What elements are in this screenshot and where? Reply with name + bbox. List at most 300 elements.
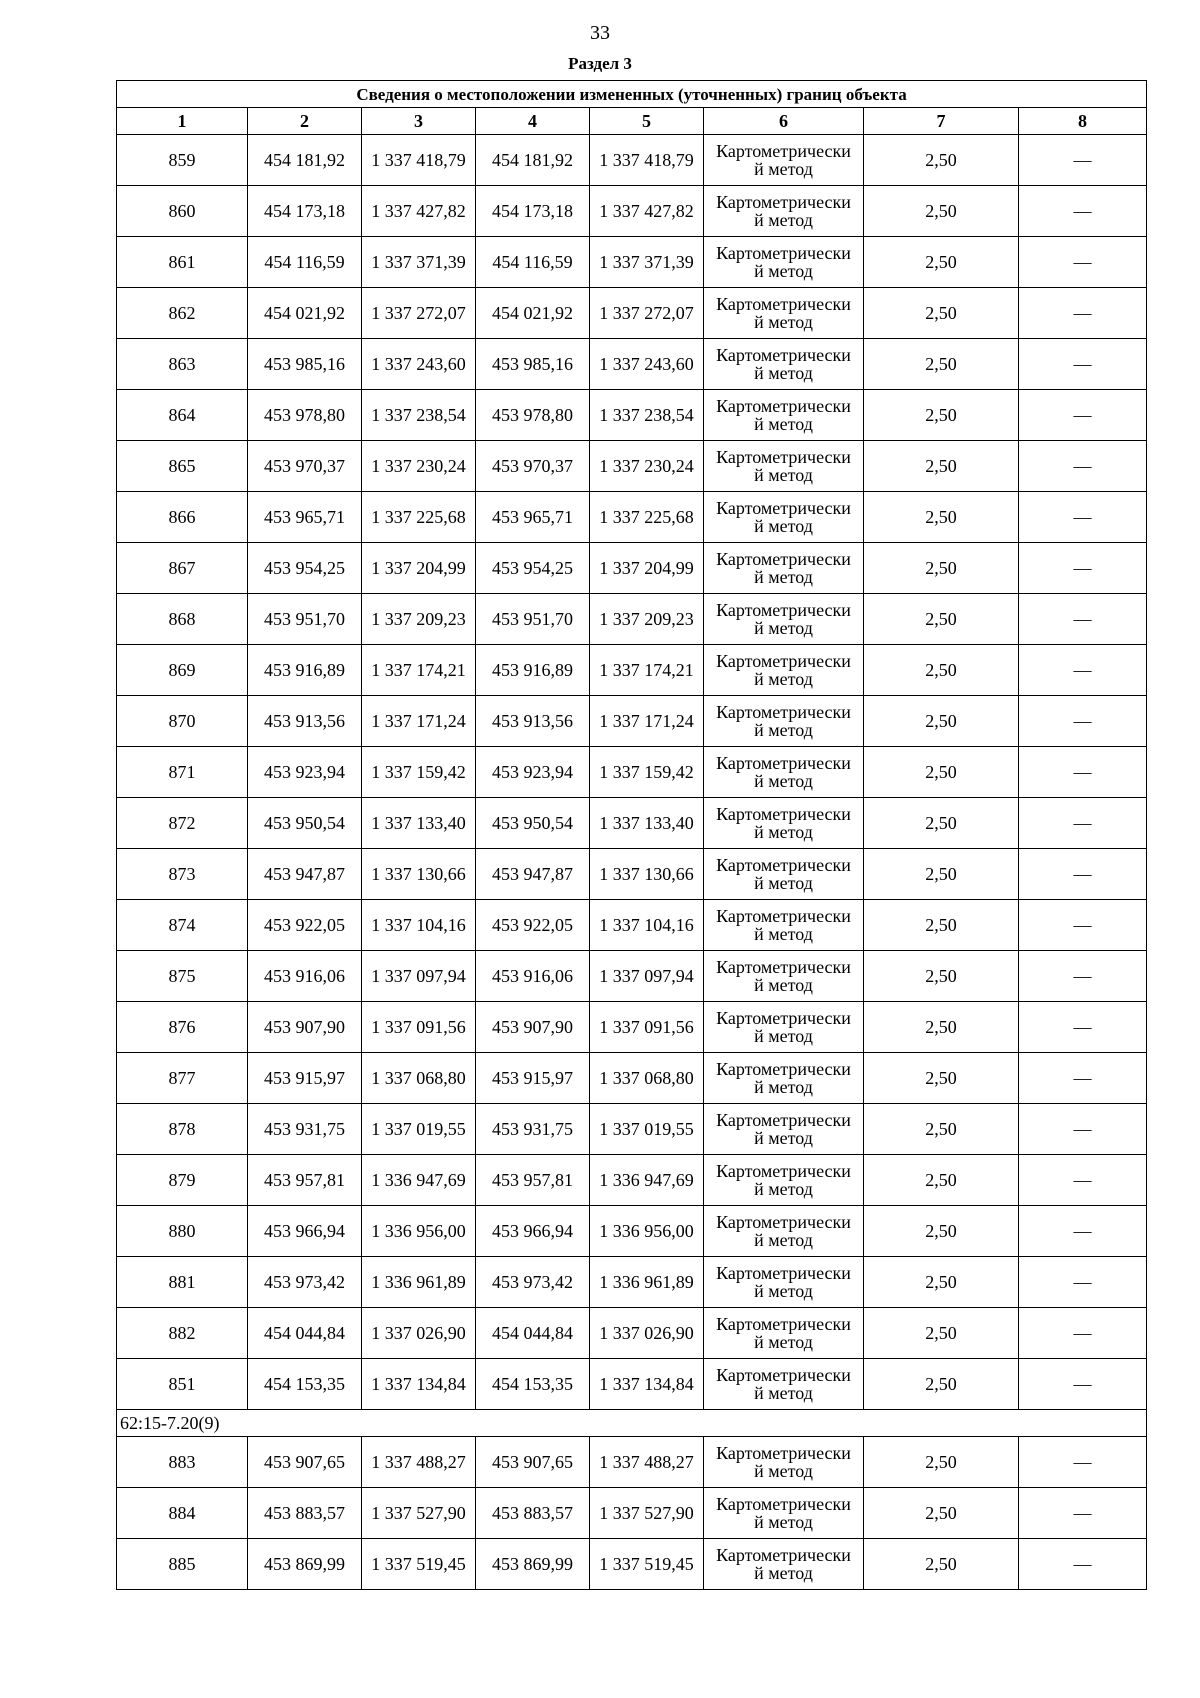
x-old-cell: 453 966,94 <box>248 1206 362 1257</box>
x-new-cell: 453 965,71 <box>476 492 590 543</box>
method-cell <box>704 696 864 747</box>
x-old-cell: 454 116,59 <box>248 237 362 288</box>
table-row <box>117 1206 1147 1257</box>
y-new-cell: 1 337 488,27 <box>590 1437 704 1488</box>
y-old-cell: 1 337 133,40 <box>362 798 476 849</box>
note-cell: — <box>1019 1002 1147 1053</box>
column-header: 4 <box>476 108 590 135</box>
method-cell <box>704 135 864 186</box>
x-old-cell: 453 951,70 <box>248 594 362 645</box>
x-old-cell: 453 923,94 <box>248 747 362 798</box>
method-text-line2: й метод <box>754 924 813 944</box>
table-row <box>117 1539 1147 1590</box>
method-cell <box>704 492 864 543</box>
method-cell <box>704 186 864 237</box>
method-text-line2: й метод <box>754 567 813 587</box>
method-cell <box>704 1155 864 1206</box>
method-cell <box>704 390 864 441</box>
method-text-line1: Картометрически <box>716 498 851 518</box>
table-row <box>117 1488 1147 1539</box>
table-row <box>117 1002 1147 1053</box>
note-cell: — <box>1019 492 1147 543</box>
accuracy-cell: 2,50 <box>864 135 1019 186</box>
y-new-cell: 1 337 026,90 <box>590 1308 704 1359</box>
method-cell <box>704 237 864 288</box>
accuracy-cell: 2,50 <box>864 1308 1019 1359</box>
x-old-cell: 453 869,99 <box>248 1539 362 1590</box>
note-cell: — <box>1019 900 1147 951</box>
method-text-line2: й метод <box>754 720 813 740</box>
point-number-cell: 866 <box>117 492 248 543</box>
x-old-cell: 453 950,54 <box>248 798 362 849</box>
table-row <box>117 594 1147 645</box>
y-old-cell: 1 337 519,45 <box>362 1539 476 1590</box>
accuracy-cell: 2,50 <box>864 951 1019 1002</box>
y-old-cell: 1 337 097,94 <box>362 951 476 1002</box>
table-row <box>117 441 1147 492</box>
method-cell <box>704 1053 864 1104</box>
y-new-cell: 1 337 019,55 <box>590 1104 704 1155</box>
accuracy-cell: 2,50 <box>864 594 1019 645</box>
point-number-cell: 878 <box>117 1104 248 1155</box>
point-number-cell: 868 <box>117 594 248 645</box>
y-new-cell: 1 337 418,79 <box>590 135 704 186</box>
y-new-cell: 1 337 238,54 <box>590 390 704 441</box>
table-row <box>117 186 1147 237</box>
point-number-cell: 885 <box>117 1539 248 1590</box>
note-cell: — <box>1019 849 1147 900</box>
accuracy-cell: 2,50 <box>864 645 1019 696</box>
x-new-cell: 453 869,99 <box>476 1539 590 1590</box>
x-old-cell: 453 973,42 <box>248 1257 362 1308</box>
method-text-line1: Картометрически <box>716 1545 851 1565</box>
x-new-cell: 453 951,70 <box>476 594 590 645</box>
x-old-cell: 453 907,90 <box>248 1002 362 1053</box>
point-number-cell: 872 <box>117 798 248 849</box>
method-text-line2: й метод <box>754 414 813 434</box>
note-cell: — <box>1019 1488 1147 1539</box>
x-old-cell: 453 883,57 <box>248 1488 362 1539</box>
method-text-line1: Картометрически <box>716 1008 851 1028</box>
y-new-cell: 1 337 519,45 <box>590 1539 704 1590</box>
note-cell: — <box>1019 441 1147 492</box>
note-cell: — <box>1019 1437 1147 1488</box>
table-row <box>117 543 1147 594</box>
y-new-cell: 1 337 527,90 <box>590 1488 704 1539</box>
method-cell <box>704 900 864 951</box>
method-text-line2: й метод <box>754 1281 813 1301</box>
table-header-row <box>117 108 1147 135</box>
column-header: 1 <box>117 108 248 135</box>
x-new-cell: 453 985,16 <box>476 339 590 390</box>
x-old-cell: 453 957,81 <box>248 1155 362 1206</box>
y-old-cell: 1 336 956,00 <box>362 1206 476 1257</box>
table-row <box>117 339 1147 390</box>
method-text-line1: Картометрически <box>716 1110 851 1130</box>
y-old-cell: 1 337 427,82 <box>362 186 476 237</box>
table-row <box>117 390 1147 441</box>
method-text-line1: Картометрически <box>716 1059 851 1079</box>
x-old-cell: 453 985,16 <box>248 339 362 390</box>
y-old-cell: 1 337 209,23 <box>362 594 476 645</box>
y-new-cell: 1 337 130,66 <box>590 849 704 900</box>
y-new-cell: 1 337 174,21 <box>590 645 704 696</box>
table-row <box>117 951 1147 1002</box>
point-number-cell: 881 <box>117 1257 248 1308</box>
accuracy-cell: 2,50 <box>864 696 1019 747</box>
y-new-cell: 1 336 961,89 <box>590 1257 704 1308</box>
y-new-cell: 1 337 272,07 <box>590 288 704 339</box>
method-text-line2: й метод <box>754 822 813 842</box>
method-text-line2: й метод <box>754 1563 813 1583</box>
note-cell: — <box>1019 747 1147 798</box>
x-new-cell: 453 916,89 <box>476 645 590 696</box>
accuracy-cell: 2,50 <box>864 288 1019 339</box>
method-cell <box>704 798 864 849</box>
x-new-cell: 453 907,90 <box>476 1002 590 1053</box>
point-number-cell: 869 <box>117 645 248 696</box>
method-text-line2: й метод <box>754 1461 813 1481</box>
x-new-cell: 453 970,37 <box>476 441 590 492</box>
method-text-line1: Картометрически <box>716 753 851 773</box>
table-row <box>117 1359 1147 1410</box>
x-old-cell: 454 153,35 <box>248 1359 362 1410</box>
accuracy-cell: 2,50 <box>864 1437 1019 1488</box>
x-new-cell: 453 931,75 <box>476 1104 590 1155</box>
accuracy-cell: 2,50 <box>864 849 1019 900</box>
y-old-cell: 1 337 204,99 <box>362 543 476 594</box>
x-new-cell: 453 954,25 <box>476 543 590 594</box>
x-new-cell: 454 181,92 <box>476 135 590 186</box>
x-old-cell: 453 970,37 <box>248 441 362 492</box>
y-new-cell: 1 337 104,16 <box>590 900 704 951</box>
x-old-cell: 454 181,92 <box>248 135 362 186</box>
x-old-cell: 453 913,56 <box>248 696 362 747</box>
note-cell: — <box>1019 1053 1147 1104</box>
accuracy-cell: 2,50 <box>864 747 1019 798</box>
y-new-cell: 1 337 097,94 <box>590 951 704 1002</box>
x-old-cell: 454 021,92 <box>248 288 362 339</box>
y-old-cell: 1 337 272,07 <box>362 288 476 339</box>
accuracy-cell: 2,50 <box>864 1002 1019 1053</box>
method-cell <box>704 1104 864 1155</box>
method-text-line1: Картометрически <box>716 1212 851 1232</box>
table-row <box>117 798 1147 849</box>
y-new-cell: 1 336 956,00 <box>590 1206 704 1257</box>
table-row <box>117 849 1147 900</box>
point-number-cell: 882 <box>117 1308 248 1359</box>
note-cell: — <box>1019 135 1147 186</box>
method-text-line2: й метод <box>754 771 813 791</box>
table-row <box>117 747 1147 798</box>
method-cell <box>704 1206 864 1257</box>
x-new-cell: 453 950,54 <box>476 798 590 849</box>
method-cell <box>704 1488 864 1539</box>
y-new-cell: 1 337 225,68 <box>590 492 704 543</box>
method-text-line1: Картометрически <box>716 804 851 824</box>
method-text-line1: Картометрически <box>716 1494 851 1514</box>
table-row <box>117 237 1147 288</box>
point-number-cell: 851 <box>117 1359 248 1410</box>
x-old-cell: 453 907,65 <box>248 1437 362 1488</box>
group-label: 62:15-7.20(9) <box>117 1410 1147 1437</box>
point-number-cell: 883 <box>117 1437 248 1488</box>
method-text-line1: Картометрически <box>716 549 851 569</box>
method-text-line1: Картометрически <box>716 651 851 671</box>
method-text-line2: й метод <box>754 1383 813 1403</box>
method-cell <box>704 849 864 900</box>
y-old-cell: 1 337 068,80 <box>362 1053 476 1104</box>
x-old-cell: 453 916,89 <box>248 645 362 696</box>
method-cell <box>704 1002 864 1053</box>
note-cell: — <box>1019 1539 1147 1590</box>
method-text-line2: й метод <box>754 1128 813 1148</box>
note-cell: — <box>1019 798 1147 849</box>
point-number-cell: 861 <box>117 237 248 288</box>
note-cell: — <box>1019 1104 1147 1155</box>
method-text-line2: й метод <box>754 618 813 638</box>
table-row <box>117 1308 1147 1359</box>
note-cell: — <box>1019 1257 1147 1308</box>
y-old-cell: 1 337 026,90 <box>362 1308 476 1359</box>
method-text-line1: Картометрически <box>716 447 851 467</box>
point-number-cell: 884 <box>117 1488 248 1539</box>
note-cell: — <box>1019 951 1147 1002</box>
accuracy-cell: 2,50 <box>864 1539 1019 1590</box>
accuracy-cell: 2,50 <box>864 1104 1019 1155</box>
note-cell: — <box>1019 390 1147 441</box>
method-text-line1: Картометрически <box>716 957 851 977</box>
note-cell: — <box>1019 1206 1147 1257</box>
method-text-line2: й метод <box>754 1179 813 1199</box>
column-header: 7 <box>864 108 1019 135</box>
accuracy-cell: 2,50 <box>864 543 1019 594</box>
y-old-cell: 1 337 418,79 <box>362 135 476 186</box>
method-text-line1: Картометрически <box>716 396 851 416</box>
x-new-cell: 453 915,97 <box>476 1053 590 1104</box>
method-text-line1: Картометрически <box>716 345 851 365</box>
x-old-cell: 453 965,71 <box>248 492 362 543</box>
accuracy-cell: 2,50 <box>864 900 1019 951</box>
x-new-cell: 453 883,57 <box>476 1488 590 1539</box>
method-text-line2: й метод <box>754 363 813 383</box>
method-text-line2: й метод <box>754 1512 813 1532</box>
note-cell: — <box>1019 237 1147 288</box>
column-header: 5 <box>590 108 704 135</box>
x-old-cell: 453 916,06 <box>248 951 362 1002</box>
x-new-cell: 454 153,35 <box>476 1359 590 1410</box>
y-new-cell: 1 337 427,82 <box>590 186 704 237</box>
method-text-line1: Картометрически <box>716 1365 851 1385</box>
x-new-cell: 453 973,42 <box>476 1257 590 1308</box>
table-caption: Сведения о местоположении измененных (уточненных) границ объекта <box>117 81 1147 108</box>
y-old-cell: 1 337 243,60 <box>362 339 476 390</box>
method-text-line1: Картометрически <box>716 702 851 722</box>
y-old-cell: 1 337 019,55 <box>362 1104 476 1155</box>
method-cell <box>704 288 864 339</box>
y-old-cell: 1 337 091,56 <box>362 1002 476 1053</box>
y-old-cell: 1 337 104,16 <box>362 900 476 951</box>
group-label-row <box>117 1410 1147 1437</box>
point-number-cell: 873 <box>117 849 248 900</box>
y-old-cell: 1 336 961,89 <box>362 1257 476 1308</box>
table-row <box>117 1104 1147 1155</box>
table-row <box>117 1257 1147 1308</box>
x-new-cell: 454 116,59 <box>476 237 590 288</box>
x-new-cell: 453 922,05 <box>476 900 590 951</box>
y-new-cell: 1 337 371,39 <box>590 237 704 288</box>
y-old-cell: 1 337 371,39 <box>362 237 476 288</box>
point-number-cell: 864 <box>117 390 248 441</box>
method-text-line2: й метод <box>754 669 813 689</box>
point-number-cell: 875 <box>117 951 248 1002</box>
point-number-cell: 877 <box>117 1053 248 1104</box>
y-old-cell: 1 337 527,90 <box>362 1488 476 1539</box>
y-old-cell: 1 337 238,54 <box>362 390 476 441</box>
y-old-cell: 1 337 488,27 <box>362 1437 476 1488</box>
accuracy-cell: 2,50 <box>864 1257 1019 1308</box>
method-text-line2: й метод <box>754 873 813 893</box>
y-new-cell: 1 337 209,23 <box>590 594 704 645</box>
point-number-cell: 865 <box>117 441 248 492</box>
y-old-cell: 1 337 171,24 <box>362 696 476 747</box>
method-cell <box>704 594 864 645</box>
y-new-cell: 1 337 204,99 <box>590 543 704 594</box>
x-new-cell: 453 916,06 <box>476 951 590 1002</box>
note-cell: — <box>1019 288 1147 339</box>
point-number-cell: 874 <box>117 900 248 951</box>
y-new-cell: 1 336 947,69 <box>590 1155 704 1206</box>
table-row <box>117 135 1147 186</box>
method-cell <box>704 1437 864 1488</box>
x-new-cell: 453 978,80 <box>476 390 590 441</box>
column-header: 8 <box>1019 108 1147 135</box>
method-text-line2: й метод <box>754 516 813 536</box>
column-header: 6 <box>704 108 864 135</box>
method-text-line2: й метод <box>754 159 813 179</box>
y-new-cell: 1 337 091,56 <box>590 1002 704 1053</box>
table-row <box>117 288 1147 339</box>
method-text-line2: й метод <box>754 312 813 332</box>
method-cell <box>704 441 864 492</box>
y-new-cell: 1 337 230,24 <box>590 441 704 492</box>
accuracy-cell: 2,50 <box>864 339 1019 390</box>
method-text-line1: Картометрически <box>716 243 851 263</box>
y-new-cell: 1 337 134,84 <box>590 1359 704 1410</box>
method-cell <box>704 1359 864 1410</box>
method-text-line2: й метод <box>754 210 813 230</box>
y-old-cell: 1 337 134,84 <box>362 1359 476 1410</box>
method-cell <box>704 543 864 594</box>
y-old-cell: 1 337 130,66 <box>362 849 476 900</box>
y-old-cell: 1 337 159,42 <box>362 747 476 798</box>
y-old-cell: 1 336 947,69 <box>362 1155 476 1206</box>
table-row <box>117 1155 1147 1206</box>
x-old-cell: 453 947,87 <box>248 849 362 900</box>
point-number-cell: 870 <box>117 696 248 747</box>
method-cell <box>704 339 864 390</box>
method-cell <box>704 1257 864 1308</box>
method-cell <box>704 747 864 798</box>
accuracy-cell: 2,50 <box>864 186 1019 237</box>
x-old-cell: 453 931,75 <box>248 1104 362 1155</box>
method-text-line1: Картометрически <box>716 294 851 314</box>
accuracy-cell: 2,50 <box>864 1155 1019 1206</box>
method-text-line1: Картометрически <box>716 1161 851 1181</box>
y-new-cell: 1 337 133,40 <box>590 798 704 849</box>
x-old-cell: 453 954,25 <box>248 543 362 594</box>
note-cell: — <box>1019 1155 1147 1206</box>
method-cell <box>704 1308 864 1359</box>
accuracy-cell: 2,50 <box>864 798 1019 849</box>
method-text-line1: Картометрически <box>716 141 851 161</box>
method-text-line1: Картометрически <box>716 1263 851 1283</box>
y-new-cell: 1 337 068,80 <box>590 1053 704 1104</box>
column-header: 3 <box>362 108 476 135</box>
column-header: 2 <box>248 108 362 135</box>
x-new-cell: 453 966,94 <box>476 1206 590 1257</box>
y-new-cell: 1 337 243,60 <box>590 339 704 390</box>
table-row <box>117 900 1147 951</box>
point-number-cell: 860 <box>117 186 248 237</box>
note-cell: — <box>1019 1308 1147 1359</box>
point-number-cell: 876 <box>117 1002 248 1053</box>
x-new-cell: 453 907,65 <box>476 1437 590 1488</box>
section-title: Раздел 3 <box>568 54 632 73</box>
accuracy-cell: 2,50 <box>864 441 1019 492</box>
method-text-line2: й метод <box>754 1230 813 1250</box>
table-row <box>117 645 1147 696</box>
point-number-cell: 879 <box>117 1155 248 1206</box>
accuracy-cell: 2,50 <box>864 390 1019 441</box>
x-new-cell: 454 044,84 <box>476 1308 590 1359</box>
x-new-cell: 453 957,81 <box>476 1155 590 1206</box>
y-old-cell: 1 337 225,68 <box>362 492 476 543</box>
method-text-line1: Картометрически <box>716 906 851 926</box>
table-row <box>117 1053 1147 1104</box>
note-cell: — <box>1019 339 1147 390</box>
x-old-cell: 453 922,05 <box>248 900 362 951</box>
point-number-cell: 863 <box>117 339 248 390</box>
method-text-line1: Картометрически <box>716 600 851 620</box>
x-new-cell: 453 923,94 <box>476 747 590 798</box>
accuracy-cell: 2,50 <box>864 237 1019 288</box>
method-text-line2: й метод <box>754 465 813 485</box>
accuracy-cell: 2,50 <box>864 1053 1019 1104</box>
method-text-line2: й метод <box>754 1077 813 1097</box>
method-text-line2: й метод <box>754 1332 813 1352</box>
method-cell <box>704 951 864 1002</box>
note-cell: — <box>1019 1359 1147 1410</box>
method-text-line1: Картометрически <box>716 192 851 212</box>
table-row <box>117 492 1147 543</box>
method-text-line1: Картометрически <box>716 1443 851 1463</box>
x-old-cell: 453 915,97 <box>248 1053 362 1104</box>
note-cell: — <box>1019 543 1147 594</box>
method-text-line1: Картометрически <box>716 855 851 875</box>
x-old-cell: 454 044,84 <box>248 1308 362 1359</box>
method-text-line2: й метод <box>754 261 813 281</box>
x-new-cell: 454 021,92 <box>476 288 590 339</box>
method-text-line2: й метод <box>754 1026 813 1046</box>
point-number-cell: 867 <box>117 543 248 594</box>
note-cell: — <box>1019 186 1147 237</box>
point-number-cell: 871 <box>117 747 248 798</box>
x-new-cell: 453 913,56 <box>476 696 590 747</box>
y-old-cell: 1 337 230,24 <box>362 441 476 492</box>
note-cell: — <box>1019 696 1147 747</box>
method-cell <box>704 645 864 696</box>
